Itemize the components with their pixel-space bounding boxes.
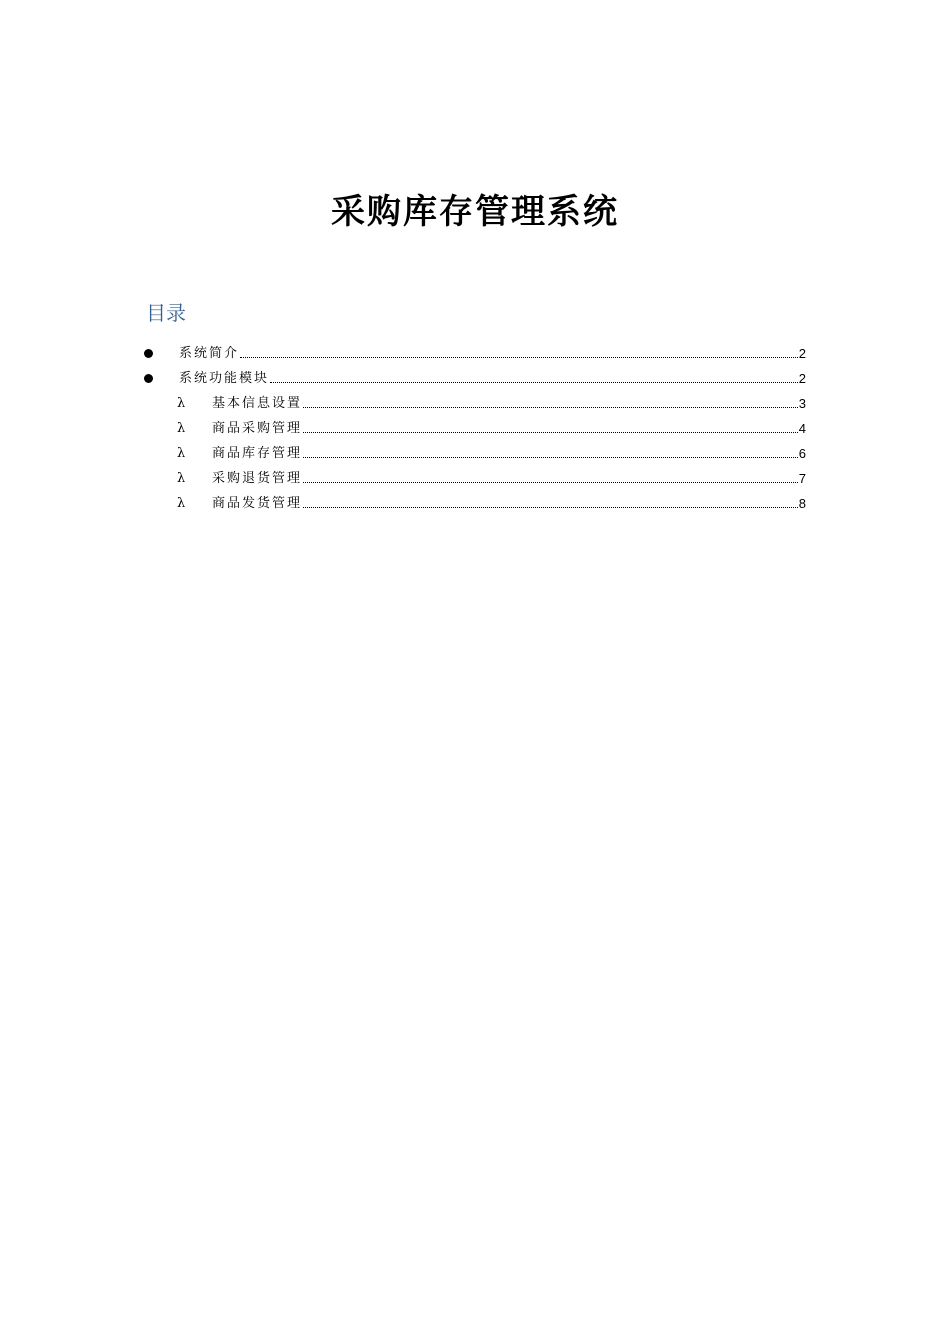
toc-entry-label: 商品发货管理: [212, 496, 303, 511]
lambda-bullet-icon: λ: [177, 496, 186, 511]
lambda-bullet-icon: λ: [177, 471, 186, 486]
toc-entry-line: [179, 341, 806, 366]
dot-leader: [303, 507, 798, 508]
toc-entry-system-intro[interactable]: [0, 341, 950, 366]
toc-entry-inventory-management[interactable]: [0, 441, 950, 466]
dot-leader: [303, 457, 798, 458]
lambda-bullet-icon: λ: [177, 446, 186, 461]
toc-entry-shipping-management[interactable]: [0, 491, 950, 516]
lambda-bullet-icon: λ: [177, 421, 186, 436]
dot-leader: [303, 482, 798, 483]
toc-heading: 目录: [146, 301, 186, 325]
toc-entry-page-number: 3: [798, 396, 806, 411]
toc-entry-page-number: 7: [798, 471, 806, 486]
toc-entry-line: [212, 466, 806, 491]
toc-entry-label: 商品库存管理: [212, 446, 303, 461]
toc-entry-label: 基本信息设置: [212, 396, 303, 411]
toc-entry-page-number: 4: [798, 421, 806, 436]
toc-entry-line: [212, 491, 806, 516]
toc-entry-label: 系统简介: [179, 346, 240, 361]
toc-entry-purchase-management[interactable]: [0, 416, 950, 441]
toc-entry-label: 商品采购管理: [212, 421, 303, 436]
toc-entry-line: [212, 441, 806, 466]
dot-leader: [303, 407, 798, 408]
toc-entry-label: 采购退货管理: [212, 471, 303, 486]
bullet-dot-icon: [144, 366, 153, 391]
toc-entry-purchase-return[interactable]: [0, 466, 950, 491]
dot-leader: [270, 382, 798, 383]
toc-entry-label: 系统功能模块: [179, 371, 270, 386]
toc-entry-basic-info[interactable]: [0, 391, 950, 416]
toc-entry-page-number: 8: [798, 496, 806, 511]
toc-entry-page-number: 2: [798, 346, 806, 361]
lambda-bullet-icon: λ: [177, 396, 186, 411]
dot-leader: [303, 432, 798, 433]
toc-entry-line: [212, 416, 806, 441]
document-title: 采购库存管理系统: [331, 192, 619, 232]
bullet-dot-icon: [144, 341, 153, 366]
dot-leader: [240, 357, 798, 358]
toc-entry-line: [179, 366, 806, 391]
toc-entry-page-number: 6: [798, 446, 806, 461]
toc-entry-line: [212, 391, 806, 416]
toc-entry-function-modules[interactable]: [0, 366, 950, 391]
toc-entry-page-number: 2: [798, 371, 806, 386]
